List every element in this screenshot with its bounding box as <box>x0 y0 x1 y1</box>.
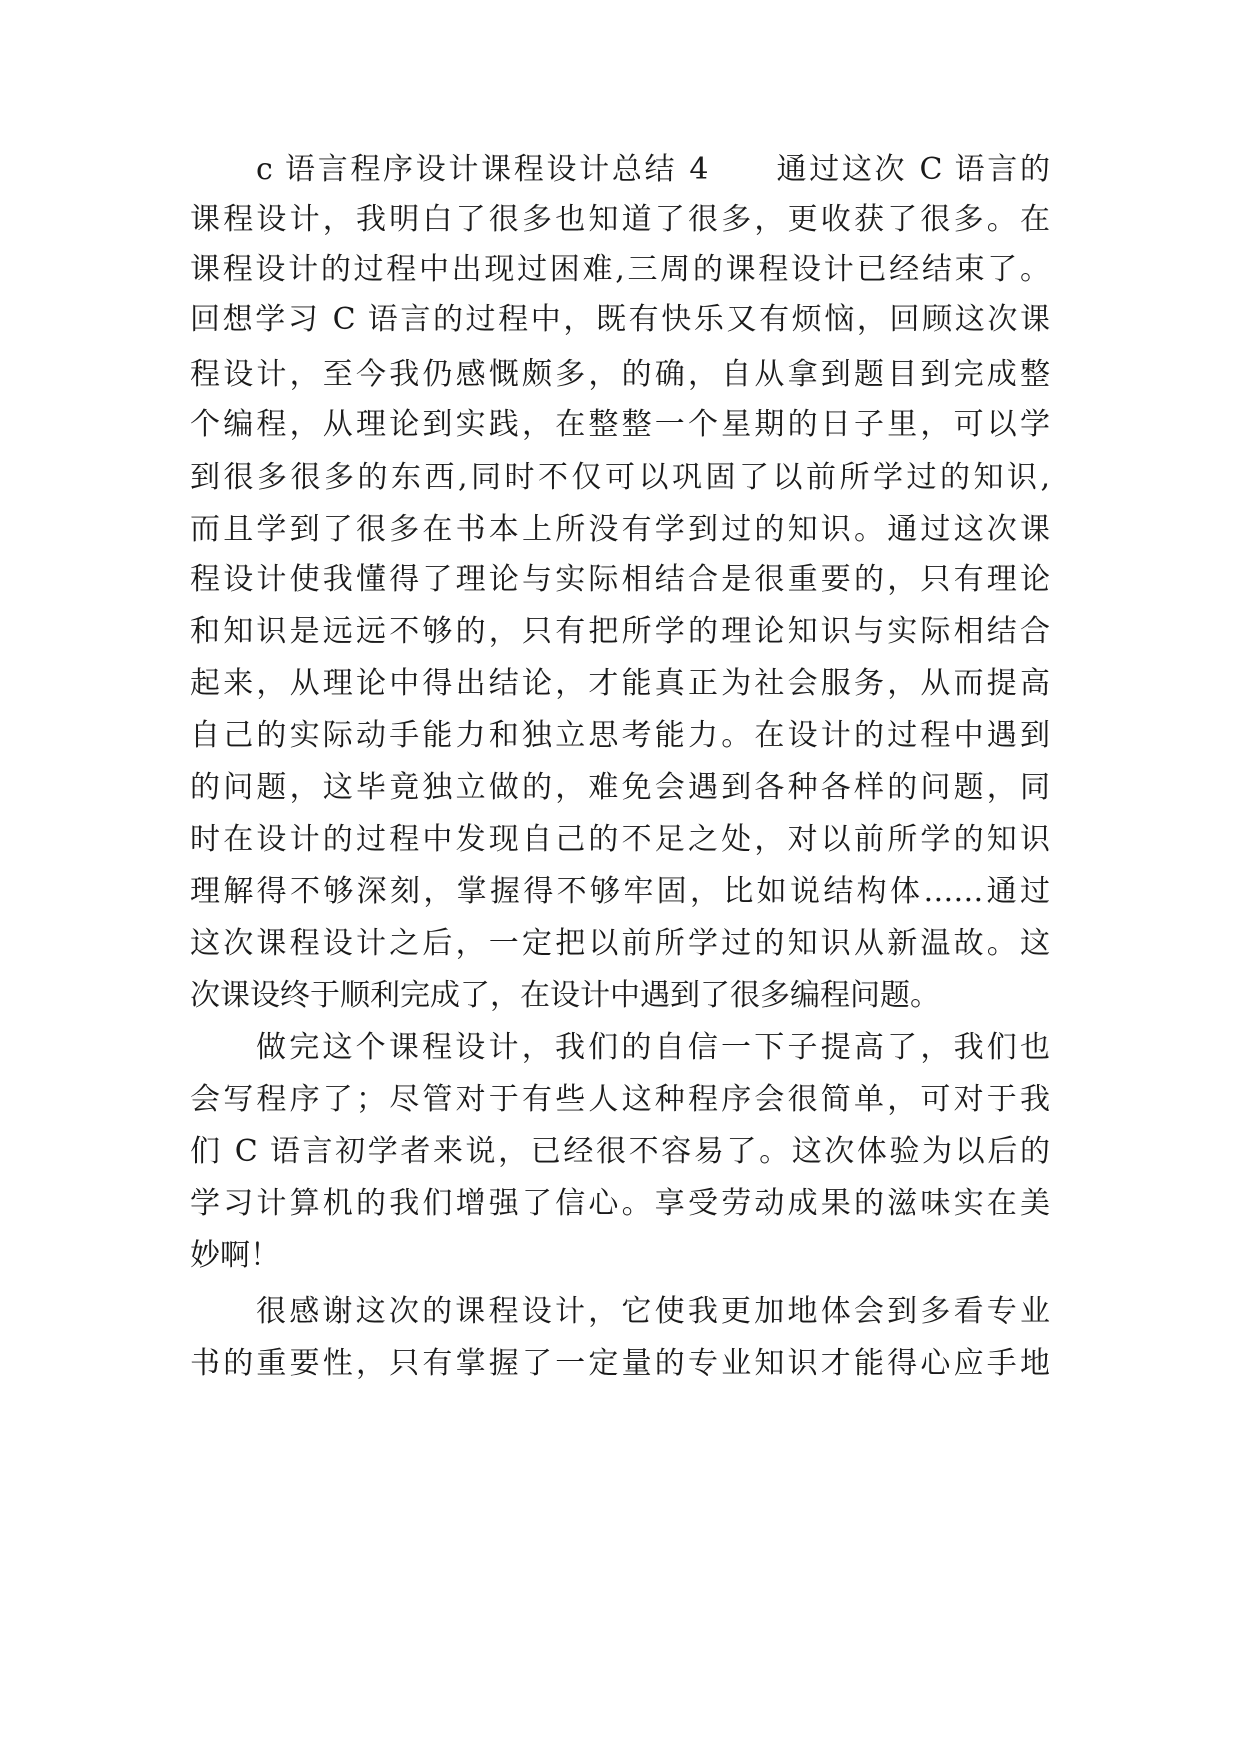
text-line: 程设计使我懂得了理论与实际相结合是很重要的，只有理论 <box>190 562 1050 597</box>
text-line: 时在设计的过程中发现自己的不足之处，对以前所学的知识 <box>190 822 1050 857</box>
text-line: 而且学到了很多在书本上所没有学到过的知识。通过这次课 <box>190 512 1050 547</box>
text-line: 的问题，这毕竟独立做的，难免会遇到各种各样的问题，同 <box>190 770 1050 805</box>
text-line: 课程设计，我明白了很多也知道了很多，更收获了很多。在 <box>190 202 1050 237</box>
text-line: 回想学习 C 语言的过程中，既有快乐又有烦恼，回顾这次课 <box>190 302 1050 337</box>
text-line: 次课设终于顺利完成了，在设计中遇到了很多编程问题。 <box>190 978 940 1013</box>
text-line: 程设计，至今我仍感慨颇多，的确，自从拿到题目到完成整 <box>190 357 1050 392</box>
text-line: 自己的实际动手能力和独立思考能力。在设计的过程中遇到 <box>190 718 1050 753</box>
text-line: 到很多很多的东西,同时不仅可以巩固了以前所学过的知识, <box>190 460 1050 495</box>
text-line: 会写程序了；尽管对于有些人这种程序会很简单，可对于我 <box>190 1082 1050 1117</box>
text-line: c 语言程序设计课程设计总结 4 通过这次 C 语言的 <box>256 152 1050 187</box>
text-line: 很感谢这次的课程设计，它使我更加地体会到多看专业 <box>256 1294 1050 1329</box>
text-line: 这次课程设计之后，一定把以前所学过的知识从新温故。这 <box>190 926 1050 961</box>
text-line: 个编程，从理论到实践，在整整一个星期的日子里，可以学 <box>190 407 1050 442</box>
text-line: 和知识是远远不够的，只有把所学的理论知识与实际相结合 <box>190 614 1050 649</box>
text-line: 书的重要性，只有掌握了一定量的专业知识才能得心应手地 <box>190 1346 1050 1381</box>
text-line: 起来，从理论中得出结论，才能真正为社会服务，从而提高 <box>190 666 1050 701</box>
text-line: 们 C 语言初学者来说，已经很不容易了。这次体验为以后的 <box>190 1134 1050 1169</box>
text-line: 理解得不够深刻，掌握得不够牢固，比如说结构体……通过 <box>190 874 1050 909</box>
text-line: 妙啊！ <box>190 1238 280 1273</box>
text-line: 课程设计的过程中出现过困难,三周的课程设计已经结束了。 <box>190 252 1050 287</box>
text-line: 做完这个课程设计，我们的自信一下子提高了，我们也 <box>256 1030 1050 1065</box>
text-line: 学习计算机的我们增强了信心。享受劳动成果的滋味实在美 <box>190 1186 1050 1221</box>
